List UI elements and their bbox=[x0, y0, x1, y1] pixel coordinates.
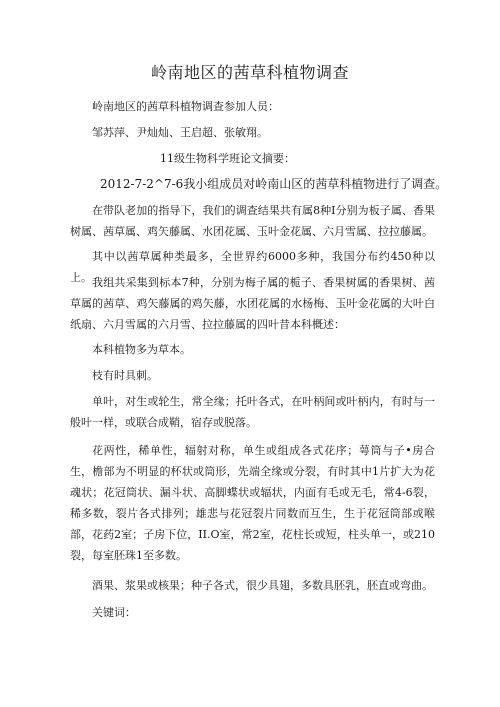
paragraph-flowers: 花两性，稀单性，辐射对称，单生或组成各式花序；萼筒与子•房合生，檐部为不明显的杯状或筒形，先端全缘或分裂，有时其中1片扩大为花魂状；花冠筒状、漏斗状、高脚蝶状或辐状，内面有毛或无毛，常4-6裂，稀多数，裂片各式排列；雄悲与花冠裂片同数而互生，生于花冠筒部或喉部，花药2室；子房下位，II.O室，常2室，花柱长或短，柱头单一，或210裂，每室胚珠1至多数。 bbox=[70, 444, 435, 562]
paragraph-specimens: 我组共采集到标本7种，分别为梅子属的栀子、香果树属的香果树、茜草属的茜草、鸡矢藤属的鸡矢藤，水团花属的水杨梅、玉叶金花属的大叶白纸扇、六月雪属的六月雪、拉拉藤属的四叶昔本科概述： bbox=[70, 276, 435, 331]
paragraph-guidance: 在带队老加的指导下，我们的调查结果共有属8种I分别为板子属、香果树属、茜草属、鸡矢藤属、水团花属、玉叶金花属、六月雪属、拉拉藤属。 bbox=[70, 204, 435, 238]
date-line: 2012-7-2^7-6我小组成员对岭南山区的茜草科植物进行了调查。 bbox=[100, 177, 448, 191]
paragraph-herb: 本科植物多为草本。 bbox=[92, 343, 191, 356]
paragraph-leaves: 单叶，对生或轮生，常全缘；托叶各式，在叶柄间或叶柄内，有时与一般叶一样，或联合成鞘，宿存或脱落。 bbox=[70, 395, 435, 429]
abstract-heading: 11级生物科学班论文摘要： bbox=[160, 152, 295, 165]
paragraph-thorns: 枝有时具刺。 bbox=[92, 369, 158, 382]
paragraph-fruit: 酒果、浆果或核果；种子各式，很少具翅，多数具胚乳，胚直或弯曲。 bbox=[92, 579, 433, 592]
paragraph-most-species: 其中以茜草属种类最多，全世界约6000多种，我国分布约450种以上。 bbox=[70, 250, 435, 284]
participants-label: 岭南地区的茜草科植物调查参加人员： bbox=[92, 100, 279, 113]
keywords-label: 关键词： bbox=[92, 606, 136, 619]
participants-names: 邹苏萍、尹灿灿、王启超、张敏翔。 bbox=[92, 126, 268, 139]
document-title: 岭南地区的茜草科植物调查 bbox=[150, 63, 349, 82]
